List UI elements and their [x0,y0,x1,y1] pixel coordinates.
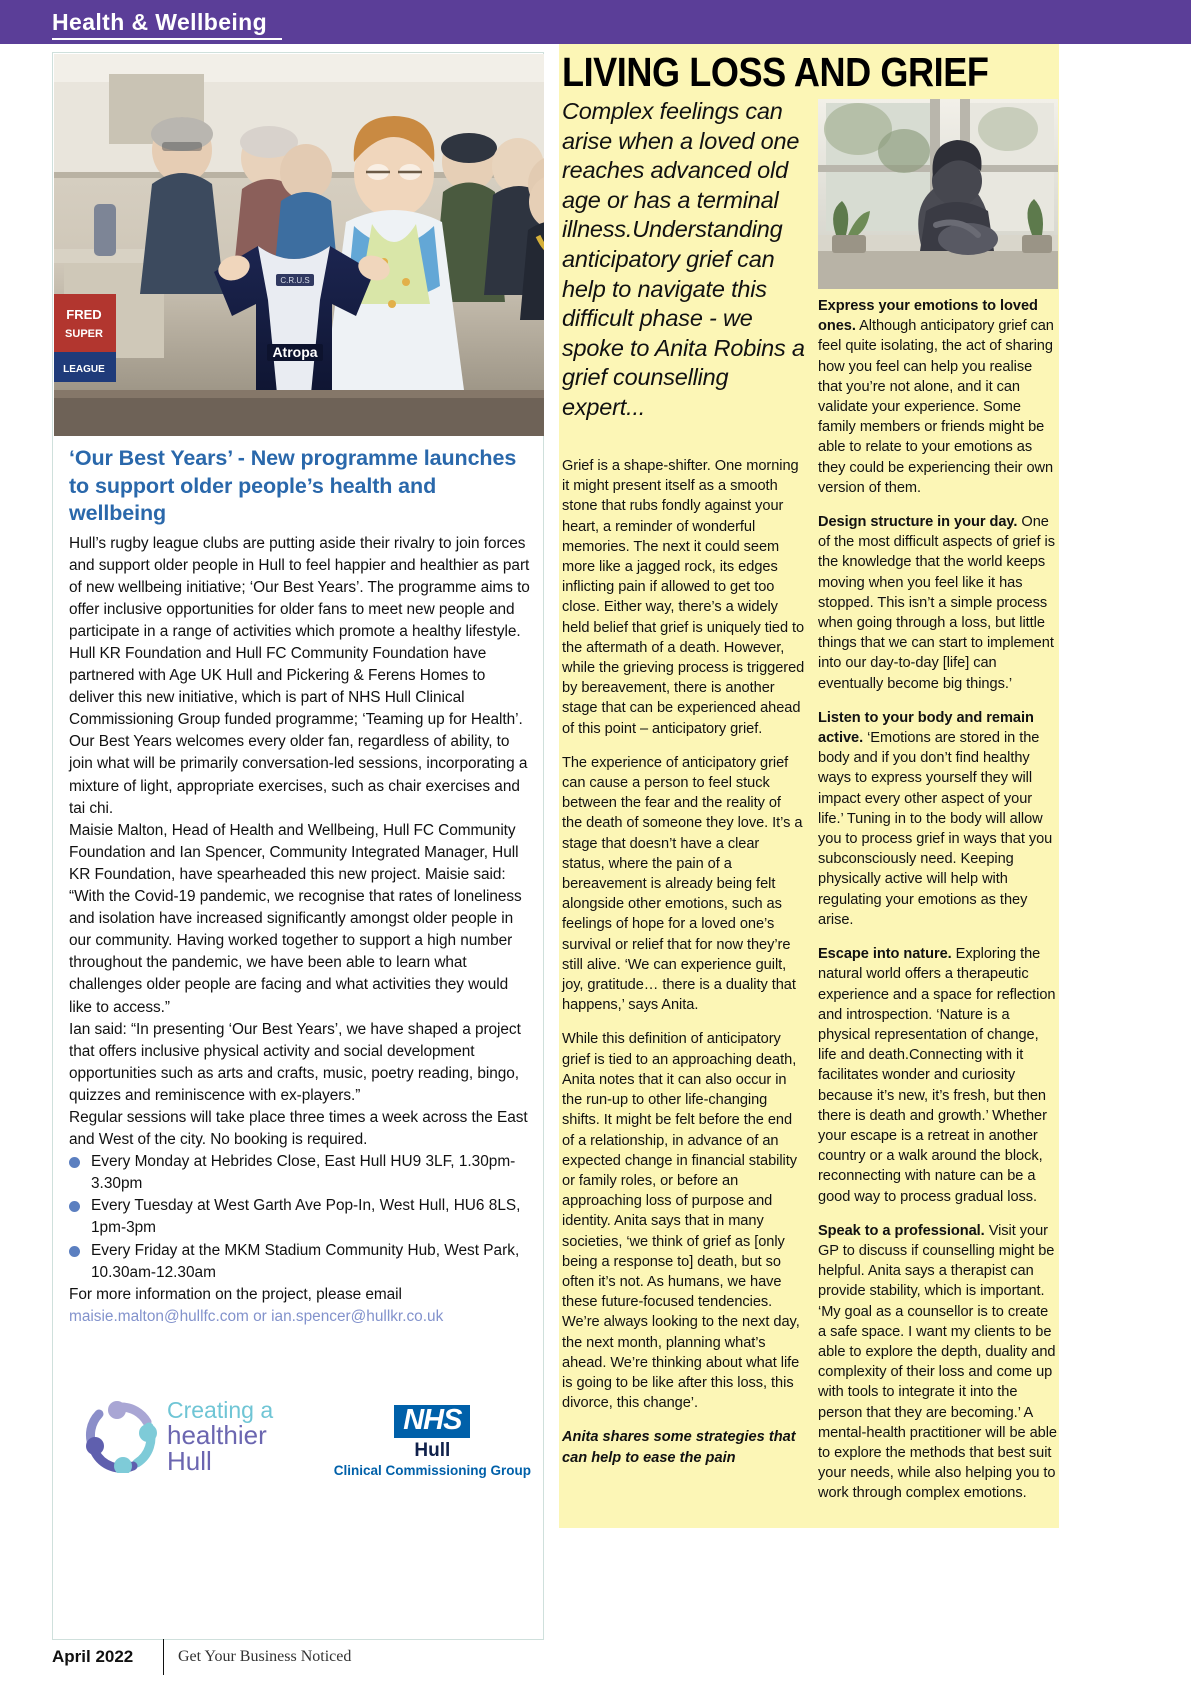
feature-middle-column [562,456,805,1468]
strategy-lead: Escape into nature. [818,946,952,963]
feature-standfirst: Complex feelings can arise when a loved one reaches advanced old age or has a terminal illness.Understanding anticipatory grief can help to navigate this difficult phase - we spoke to Anita Robins a grief counselling expert... [562,98,805,421]
section-header-banner [0,0,1191,44]
feature-paragraph: The experience of anticipatory grief can cause a person to feel stuck between the fear and the reality of the death of someone they love. It’s a stage that doesn’t have a clear status, where the pain of a bereavement is already being felt alongside other emotions, such as feelings of hope for a loved one’s survival or relief that for now they’re still alive. ‘We can experience guilt, joy, gratitude… there is a duality that happens,’ says Anita. [562,754,803,1014]
strategy-item [818,944,1058,1207]
nhs-mark: NHS [394,1405,470,1438]
bullet-dot-icon [69,1246,80,1257]
article-paragraph: Hull KR Foundation and Hull FC Community Foundation have partnered with Age UK Hull and Pickering & Ferens Homes to deliver this new initiative, which is part of NHS Hull Clinical Commissioning Group funded programme; ‘Teaming up for Health’. [69,645,523,729]
grief-photograph [818,99,1058,289]
logo-line-3: Hull [167,1446,212,1476]
feature-paragraph: Grief is a shape-shifter. One morning it might present itself as a smooth stone that rubs fondly against your heart, a reminder of wonderful memories. The next it could seem more like a jagged rock, its edges inflicting pain if allowed to get too close. Either way, there’s a widely held belief that grief is uniquely tied to the aftermath of a death. However, while the grieving process is triggered by bereavement, there is another stage that can be experienced ahead of this point – anticipatory grief. [562,458,805,737]
logo-line-2: healthier [167,1420,267,1450]
strategy-lead: Express your emotions to loved ones. [818,298,1038,335]
strategy-text: One of the most difficult aspects of grief is the knowledge that the world keeps moving when you feel like it has stopped. This isn’t a simple process when going through a loss, but little things that we can start to implement into our day-to-day [life] can eventually become big things.’ [818,514,1055,692]
nhs-locality: Hull [414,1440,451,1461]
strategy-item [818,1221,1058,1504]
article-paragraph: Our Best Years welcomes every older fan, regardless of ability, to join what will be primarily conversation-led sessions, incorporating a mixture of light, appropriate exercises, such as chair exercises and tai chi. [69,733,528,817]
article-paragraph: Regular sessions will take place three times a week across the East and West of the city. No booking is required. [69,1108,528,1149]
right-article-section [559,44,1059,1528]
footer-issue-date: April 2022 [52,1647,134,1666]
svg-text:C.R.U.S: C.R.U.S [280,276,310,285]
page-title: Health & Wellbeing [52,9,268,35]
svg-text:SUPER: SUPER [65,328,103,340]
bullet-dot-icon [69,1157,80,1168]
strategy-text: ‘Emotions are stored in the body and if you don’t find healthy ways to express yourself they will impact every other aspect of your life.’ Tuning in to the body will allow you to process grief in ways that you subconsciously need. Keeping physically active will help with regulating your emotions as they arise. [818,730,1053,928]
strategy-lead: Listen to your body and remain active. [818,709,1034,747]
left-article-panel [52,52,544,1640]
session-text: Every Monday at Hebrides Close, East Hull HU9 3LF, 1.30pm-3.30pm [91,1153,516,1193]
contact-intro: For more information on the project, please email [69,1285,402,1303]
logo-line-1: Creating a [167,1397,274,1423]
feature-right-column [818,296,1058,1504]
left-article-body [69,445,531,1328]
article-heading: ‘Our Best Years’ - New programme launches to support older people’s health and wellbeing [69,446,517,526]
session-list-item [69,1151,531,1195]
partner-logos [69,1395,531,1491]
strategy-text: Exploring the natural world offers a therapeutic experience and a space for reflection and introspection. ‘Nature is a physical representation of change, life and death.Connecting with it facilitates wonder and curiosity because it’s new, it’s fresh, but then there is death and growth.’ Whether your escape is a retreat in another country or a walk around the block, reconnecting with nature can be a good way to process gradual loss. [818,946,1056,1205]
session-text: Every Tuesday at West Garth Ave Pop-In, West Hull, HU6 8LS, 1pm-3pm [91,1197,521,1237]
creating-healthier-hull-logo [85,1399,273,1474]
title-underline [52,38,282,40]
contact-emails[interactable]: maisie.malton@hullfc.com or ian.spencer@hullkr.co.uk [69,1307,444,1325]
footer-tagline: Get Your Business Noticed [178,1648,352,1665]
session-list-item [69,1195,531,1239]
feature-headline: LIVING LOSS AND GRIEF [562,49,989,95]
article-paragraph: Maisie Malton, Head of Health and Wellbeing, Hull FC Community Foundation and Ian Spencer, Community Integrated Manager, Hull KR Foundation, have spearheaded this new project. Maisie said: “With the Covid-19 pandemic, we recognise that rates of loneliness and isolation have increased significantly amongst older people in our community. Having worked together to support a high number throughout the pandemic, we have been able to learn what challenges older people are facing and what activities they would like to access.” [69,821,522,1016]
circle-people-icon [85,1401,157,1473]
strategy-lead: Speak to a professional. [818,1222,985,1239]
bullet-dot-icon [69,1201,80,1212]
page-footer [0,1637,1191,1684]
svg-text:FRED: FRED [66,307,102,322]
svg-text:Atropa: Atropa [272,344,318,360]
strategy-text: Although anticipatory grief can feel quite isolating, the act of sharing how you feel can help you realise that you’re not alone, and it can validate your experience. Some family members or friends might be able to relate to your emotions as they could be experiencing their own version of them. [818,318,1054,496]
nhs-org-line: Clinical Commissioning Group [333,1463,531,1478]
strategy-lead: Design structure in your day. [818,514,1018,531]
footer-divider [163,1639,164,1675]
article-paragraph: Ian said: “In presenting ‘Our Best Years’, we have shaped a project that offers inclusive physical activity and social development opportunities such as arts and crafts, music, poetry reading, bingo, quizzes and reminiscence with ex-players.” [69,1020,521,1104]
article-paragraph: Hull’s rugby league clubs are putting aside their rivalry to join forces and support older people in Hull to feel happier and healthier as part of new wellbeing initiative; ‘Our Best Years’. The programme aims to offer inclusive opportunities for older fans to meet new people and participate in a range of activities which promote a healthy lifestyle. [69,534,530,640]
hero-photograph [54,54,544,436]
feature-paragraph: While this definition of anticipatory grief is tied to an approaching death, Anita notes that it can also occur in the run-up to other life-changing shifts. It might be felt before the end of a relationship, in advance of an expected change in financial stability or family roles, or before an approaching loss of purpose and identity. Anita says that in many societies, ‘we think of grief as [only being a response to] death, but so often it’s not. As humans, we have these future-focused tendencies. We’re always looking to the next day, the next month, planning what’s ahead. We’re thinking about what life is going to be like after this loss, this divorce, this change’. [562,1031,800,1412]
nhs-logo [334,1405,531,1478]
session-text: Every Friday at the MKM Stadium Community Hub, West Park, 10.30am-12.30am [91,1241,520,1281]
session-list-item [69,1240,531,1284]
feature-pullquote: Anita shares some strategies that can help to ease the pain [562,1429,796,1466]
strategy-text: Visit your GP to discuss if counselling might be helpful. Anita says a therapist can provide stability, which is important. ‘My goal as a counsellor is to create a safe space. I want my clients to be able to explore the depth, duality and complexity of their loss and come up with tools to integrate it into the person that they are becoming.’ A mental-health practitioner will be able to explore the methods that best suit your needs, while also helping you to work through complex emotions. [818,1222,1057,1502]
strategy-item [818,512,1058,694]
strategy-item [818,708,1058,930]
strategy-item [818,296,1058,498]
svg-text:LEAGUE: LEAGUE [63,364,105,375]
